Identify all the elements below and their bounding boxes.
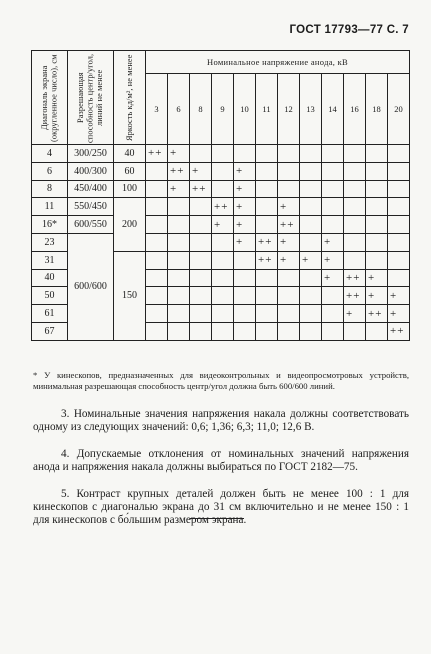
mark-cell <box>168 233 190 251</box>
mark-cell: + <box>322 233 344 251</box>
mark-cell: ++ <box>344 287 366 305</box>
col-brightness-header: Яркость кд/м², не менее <box>114 51 146 145</box>
mark-cell: ++ <box>168 162 190 180</box>
mark-cell <box>300 287 322 305</box>
mark-cell <box>190 305 212 323</box>
mark-cell <box>146 269 168 287</box>
mark-cell <box>388 145 410 163</box>
diagonal-cell: 11 <box>32 198 68 216</box>
mark-cell: + <box>344 305 366 323</box>
mark-cell <box>366 198 388 216</box>
mark-cell <box>322 305 344 323</box>
mark-cell: ++ <box>344 269 366 287</box>
voltage-header-cell: 18 <box>366 74 388 145</box>
table-row <box>32 198 410 216</box>
mark-cell <box>366 145 388 163</box>
mark-cell: ++ <box>388 322 410 340</box>
mark-cell: + <box>168 180 190 198</box>
voltage-header-cell: 12 <box>278 74 300 145</box>
mark-cell <box>256 180 278 198</box>
mark-cell <box>300 322 322 340</box>
mark-cell <box>146 322 168 340</box>
table-row <box>32 145 410 163</box>
mark-cell: + <box>388 287 410 305</box>
mark-cell <box>366 251 388 269</box>
mark-cell <box>278 287 300 305</box>
voltage-header-cell: 16 <box>344 74 366 145</box>
mark-cell <box>344 322 366 340</box>
mark-cell: + <box>234 162 256 180</box>
paragraph-3: 3. Номинальные значения напряжения накала должны соответствовать одному из следующих значений: 0,6; 1,36; 6,3; 11,0; 12,6 В. <box>33 408 409 433</box>
brightness-cell: 150 <box>114 251 146 340</box>
mark-cell: + <box>366 287 388 305</box>
mark-cell <box>366 216 388 234</box>
mark-cell <box>234 145 256 163</box>
mark-cell <box>234 287 256 305</box>
mark-cell <box>366 162 388 180</box>
mark-cell <box>300 233 322 251</box>
brightness-cell: 200 <box>114 198 146 251</box>
voltage-header-cell: 3 <box>146 74 168 145</box>
mark-cell <box>388 180 410 198</box>
mark-cell <box>146 162 168 180</box>
diagonal-cell: 50 <box>32 287 68 305</box>
mark-cell <box>256 198 278 216</box>
mark-cell: ++ <box>278 216 300 234</box>
table-row <box>32 216 410 234</box>
voltage-header-cell: 13 <box>300 74 322 145</box>
mark-cell <box>300 269 322 287</box>
mark-cell <box>344 180 366 198</box>
section-divider <box>190 518 244 519</box>
mark-cell: + <box>300 251 322 269</box>
mark-cell <box>344 162 366 180</box>
mark-cell <box>388 269 410 287</box>
mark-cell: + <box>278 233 300 251</box>
mark-cell <box>212 233 234 251</box>
mark-cell: + <box>212 216 234 234</box>
mark-cell <box>278 162 300 180</box>
mark-cell <box>190 251 212 269</box>
diagonal-cell: 23 <box>32 233 68 251</box>
resolution-cell: 400/300 <box>68 162 114 180</box>
voltage-header-cell: 20 <box>388 74 410 145</box>
mark-cell <box>256 162 278 180</box>
mark-cell <box>212 287 234 305</box>
resolution-cell: 300/250 <box>68 145 114 163</box>
mark-cell <box>322 162 344 180</box>
resolution-cell: 550/450 <box>68 198 114 216</box>
col-resolution-header: Разрешающая способность центр/угол, линий не менее <box>68 51 114 145</box>
mark-cell <box>322 145 344 163</box>
mark-cell <box>278 269 300 287</box>
mark-cell: + <box>234 180 256 198</box>
voltage-header-cell: 10 <box>234 74 256 145</box>
mark-cell <box>366 233 388 251</box>
mark-cell <box>366 180 388 198</box>
mark-cell: ++ <box>212 198 234 216</box>
mark-cell: ++ <box>190 180 212 198</box>
voltage-header-cell: 9 <box>212 74 234 145</box>
mark-cell <box>234 322 256 340</box>
mark-cell: + <box>234 198 256 216</box>
mark-cell <box>322 198 344 216</box>
paragraph-5: 5. Контраст крупных деталей должен быть не менее 100 : 1 для кинескопов с диагональю экрана до 31 см включительно и не менее 150 : 1 для кинескопов с бо́льшим размером экрана. <box>33 488 409 526</box>
voltage-header-cell: 6 <box>168 74 190 145</box>
mark-cell <box>344 233 366 251</box>
voltage-table <box>31 50 410 341</box>
mark-cell <box>190 233 212 251</box>
resolution-cell: 450/400 <box>68 180 114 198</box>
mark-cell <box>168 251 190 269</box>
mark-cell: + <box>190 162 212 180</box>
mark-cell: ++ <box>146 145 168 163</box>
mark-cell <box>300 180 322 198</box>
mark-cell: + <box>168 145 190 163</box>
diagonal-cell: 4 <box>32 145 68 163</box>
brightness-cell: 100 <box>114 180 146 198</box>
mark-cell <box>146 233 168 251</box>
mark-cell: + <box>322 251 344 269</box>
mark-cell: ++ <box>256 251 278 269</box>
mark-cell <box>168 198 190 216</box>
voltage-header-cell: 14 <box>322 74 344 145</box>
diagonal-cell: 67 <box>32 322 68 340</box>
mark-cell: + <box>234 216 256 234</box>
mark-cell <box>256 322 278 340</box>
mark-cell <box>344 198 366 216</box>
mark-cell <box>278 180 300 198</box>
mark-cell <box>146 180 168 198</box>
mark-cell <box>388 162 410 180</box>
mark-cell <box>168 216 190 234</box>
mark-cell <box>168 287 190 305</box>
mark-cell <box>212 305 234 323</box>
mark-cell <box>388 216 410 234</box>
mark-cell <box>366 322 388 340</box>
mark-cell <box>190 198 212 216</box>
mark-cell <box>344 251 366 269</box>
mark-cell <box>234 269 256 287</box>
mark-cell <box>168 322 190 340</box>
table-footnote: * У кинескопов, предназначенных для видеоконтрольных и видеопросмотровых устройств, минимальная разрешающая способность центр/угол должна быть 600/600 линий. <box>33 370 409 391</box>
diagonal-cell: 6 <box>32 162 68 180</box>
mark-cell: + <box>278 251 300 269</box>
brightness-cell: 40 <box>114 145 146 163</box>
voltage-header-cell: 11 <box>256 74 278 145</box>
paragraph-4: 4. Допускаемые отклонения от номинальных значений напряжения анода и напряжения накала должны выбираться по ГОСТ 2182—75. <box>33 448 409 473</box>
mark-cell: + <box>388 305 410 323</box>
mark-cell <box>388 198 410 216</box>
resolution-cell: 600/550 <box>68 216 114 234</box>
mark-cell <box>146 216 168 234</box>
resolution-cell: 600/600 <box>68 233 114 340</box>
mark-cell <box>344 216 366 234</box>
mark-cell <box>212 162 234 180</box>
mark-cell <box>146 287 168 305</box>
diagonal-cell: 61 <box>32 305 68 323</box>
mark-cell <box>212 251 234 269</box>
mark-cell <box>190 322 212 340</box>
diagonal-cell: 31 <box>32 251 68 269</box>
col-diagonal-header: Диагональ экрана (округленное число), см <box>32 51 68 145</box>
mark-cell: + <box>322 269 344 287</box>
mark-cell <box>322 216 344 234</box>
col-voltage-header: Номинальное напряжение анода, кВ <box>146 51 410 74</box>
mark-cell: + <box>234 233 256 251</box>
mark-cell <box>168 305 190 323</box>
mark-cell <box>322 322 344 340</box>
mark-cell <box>322 287 344 305</box>
mark-cell <box>256 145 278 163</box>
mark-cell <box>278 305 300 323</box>
mark-cell <box>278 322 300 340</box>
mark-cell <box>234 251 256 269</box>
mark-cell <box>190 145 212 163</box>
mark-cell <box>300 305 322 323</box>
mark-cell <box>322 180 344 198</box>
mark-cell <box>190 269 212 287</box>
mark-cell <box>212 145 234 163</box>
mark-cell <box>344 145 366 163</box>
mark-cell <box>300 162 322 180</box>
mark-cell <box>256 269 278 287</box>
mark-cell <box>300 198 322 216</box>
mark-cell: + <box>278 198 300 216</box>
mark-cell <box>212 269 234 287</box>
mark-cell <box>146 305 168 323</box>
mark-cell <box>256 216 278 234</box>
voltage-header-cell: 8 <box>190 74 212 145</box>
mark-cell <box>278 145 300 163</box>
mark-cell <box>300 145 322 163</box>
mark-cell <box>234 305 256 323</box>
mark-cell <box>168 269 190 287</box>
mark-cell <box>300 216 322 234</box>
mark-cell <box>256 287 278 305</box>
mark-cell: + <box>366 269 388 287</box>
page-header: ГОСТ 17793—77 С. 7 <box>289 24 409 36</box>
diagonal-cell: 8 <box>32 180 68 198</box>
mark-cell <box>212 322 234 340</box>
table-row <box>32 162 410 180</box>
brightness-cell: 60 <box>114 162 146 180</box>
mark-cell <box>256 305 278 323</box>
mark-cell <box>146 198 168 216</box>
mark-cell <box>388 233 410 251</box>
mark-cell <box>190 216 212 234</box>
mark-cell: ++ <box>366 305 388 323</box>
diagonal-cell: 40 <box>32 269 68 287</box>
mark-cell <box>190 287 212 305</box>
mark-cell <box>388 251 410 269</box>
mark-cell <box>146 251 168 269</box>
table-row <box>32 180 410 198</box>
table-row <box>32 233 410 251</box>
mark-cell: ++ <box>256 233 278 251</box>
mark-cell <box>212 180 234 198</box>
diagonal-cell: 16* <box>32 216 68 234</box>
